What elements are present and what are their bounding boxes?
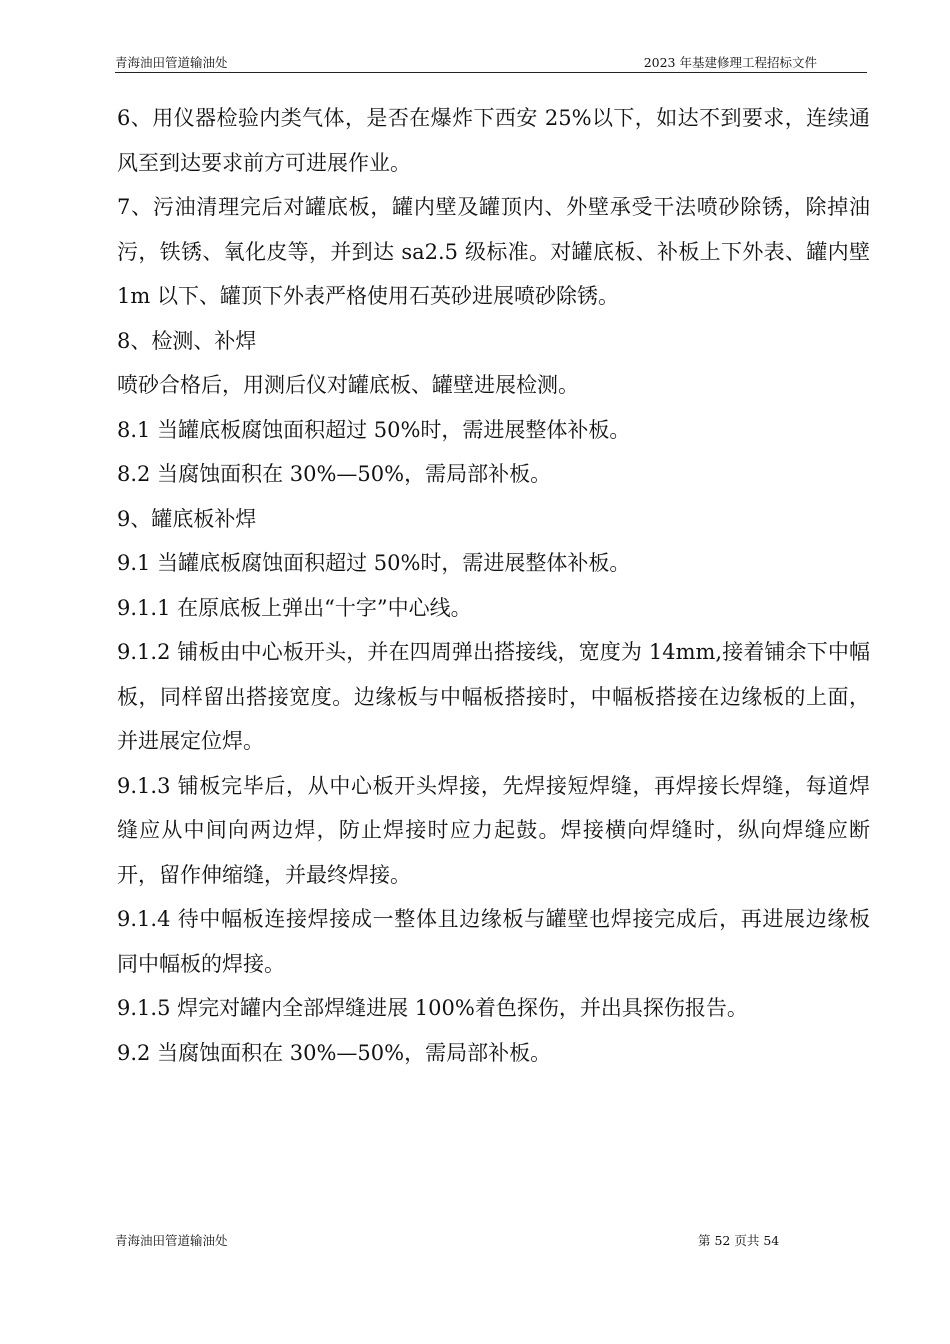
paragraph-6: 6、用仪器检验内类气体，是否在爆炸下西安 25%以下，如达不到要求，连续通风至到达要求前方可进展作业。: [117, 106, 870, 175]
paragraph-8-intro: 喷砂合格后，用测后仪对罐底板、罐壁进展检测。: [117, 373, 579, 397]
section-heading-8: 8、检测、补焊: [117, 328, 257, 353]
paragraph-9-1-2: 9.1.2 铺板由中心板开头，并在四周弹出搭接线，宽度为 14mm,接着铺余下中幅板，同样留出搭接宽度。边缘板与中幅板搭接时，中幅板搭接在边缘板的上面，并进展定位焊。: [117, 640, 870, 753]
paragraph-8-1: 8.1 当罐底板腐蚀面积超过 50%时，需进展整体补板。: [117, 417, 631, 442]
page-header: [115, 54, 867, 73]
header-organization: 青海油田管道输油处: [115, 55, 228, 70]
section-heading-9: 9、罐底板补焊: [117, 506, 257, 531]
paragraph-9-1-5: 9.1.5 焊完对罐内全部焊缝进展 100%着色探伤，并出具探伤报告。: [117, 996, 748, 1020]
paragraph-9-2: 9.2 当腐蚀面积在 30%—50%，需局部补板。: [117, 1040, 552, 1065]
page-number: 第 52 页共 54: [698, 1233, 780, 1248]
paragraph-7: 7、污油清理完后对罐底板，罐内壁及罐顶内、外壁承受干法喷砂除锈，除掉油污，铁锈、氧化皮等，并到达 sa2.5 级标准。对罐底板、补板上下外表、罐内壁 1m 以下、罐顶下外表严格使用石英砂进展喷砂除锈。: [117, 195, 870, 308]
paragraph-9-1-1: 9.1.1 在原底板上弹出“十字”中心线。: [117, 595, 472, 620]
paragraph-9-1-3: 9.1.3 铺板完毕后，从中心板开头焊接，先焊接短焊缝，再焊接长焊缝，每道焊缝应从中间向两边焊，防止焊接时应力起鼓。焊接横向焊缝时，纵向焊缝应断开，留作伸缩缝，并最终焊接。: [117, 773, 870, 887]
document-body: [117, 96, 870, 1075]
footer-organization: 青海油田管道输油处: [115, 1233, 228, 1248]
paragraph-9-1-4: 9.1.4 待中幅板连接焊接成一整体且边缘板与罐壁也焊接完成后，再进展边缘板同中幅板的焊接。: [117, 907, 870, 976]
paragraph-9-1: 9.1 当罐底板腐蚀面积超过 50%时，需进展整体补板。: [117, 551, 631, 575]
header-document-title: 2023 年基建修理工程招标文件: [643, 55, 817, 70]
paragraph-8-2: 8.2 当腐蚀面积在 30%—50%，需局部补板。: [117, 462, 552, 486]
page-footer: [115, 1234, 867, 1252]
